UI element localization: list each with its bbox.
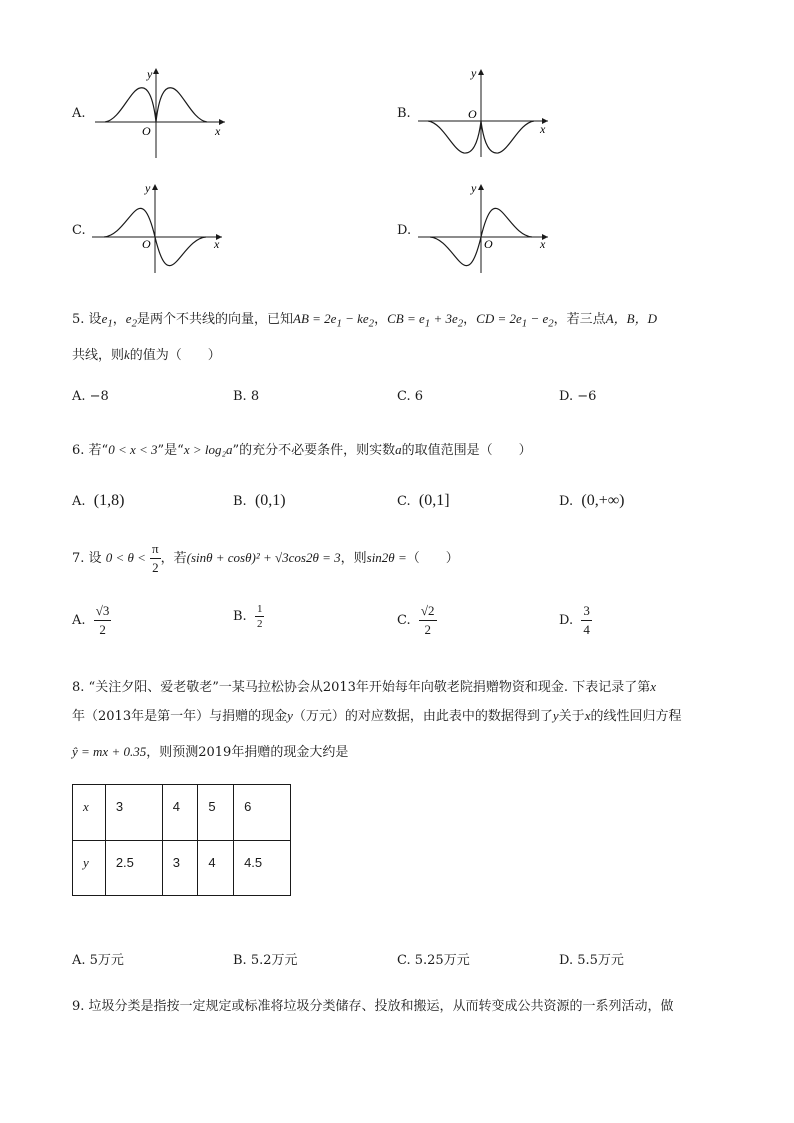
question-number: 7. — [72, 551, 85, 566]
vector-cb: CB = $e_1 + 3e_2$ — [387, 311, 464, 330]
q5-option-d[interactable]: D. −6 — [559, 389, 597, 404]
var-x: x — [650, 679, 656, 694]
option-label: C. — [72, 223, 86, 238]
denominator: 4 — [583, 622, 590, 637]
points: A，B，D — [605, 311, 657, 326]
var-y: y — [287, 708, 293, 723]
question-text: ，则 — [340, 551, 367, 566]
q8-option-a[interactable]: A. 5万元 — [72, 953, 124, 968]
equation: (sinθ + cosθ)² + √3cos2θ = 3 — [186, 550, 341, 565]
y-axis-label: y — [471, 66, 477, 80]
x-axis-label: x — [540, 237, 546, 251]
denominator: 2 — [424, 622, 431, 637]
var-y: y — [552, 708, 559, 723]
data-table — [72, 784, 291, 896]
table-cell: 4.5 — [234, 840, 291, 896]
var-x: x — [584, 708, 591, 723]
q7-option-c[interactable] — [397, 602, 437, 639]
vector-ab: AB = $2e_1 - ke_2$ — [293, 311, 375, 330]
graph-c — [92, 180, 232, 275]
regression-equation: ŷ = mx + 0.35 — [72, 744, 147, 759]
option-fraction — [255, 602, 265, 631]
option-label: A. — [72, 106, 86, 121]
question-text: 的值为（ ） — [129, 348, 221, 363]
question-5-line2 — [72, 344, 221, 363]
origin-label: O — [468, 107, 477, 121]
y-axis-label: y — [471, 181, 477, 195]
fraction-pi-over-2 — [150, 540, 161, 577]
question-8-line2 — [72, 705, 681, 724]
q6-option-d[interactable] — [559, 492, 624, 510]
numerator: π — [150, 540, 161, 559]
question-text: ，若 — [160, 551, 187, 566]
question-number: 8. — [72, 680, 85, 695]
option-label: C. — [397, 494, 411, 509]
option-label: B. — [233, 609, 247, 624]
q6-option-c[interactable] — [397, 492, 450, 510]
table-row — [73, 785, 291, 841]
option-value: (1,8) — [93, 492, 125, 509]
option-value: (0,1) — [254, 492, 286, 509]
var-a: a — [395, 442, 402, 457]
question-text: ”的充分不必要条件，则实数 — [232, 443, 396, 458]
question-text: ，若三点 — [553, 312, 606, 327]
numerator: 3 — [581, 602, 592, 621]
table-cell: 4 — [198, 840, 234, 896]
table-cell: 3 — [162, 840, 198, 896]
table-header-cell: y — [73, 840, 106, 896]
question-text: 垃圾分类是指按一定规定或标准将垃圾分类储存、投放和搬运，从而转变成公共资源的一系列活动，做 — [88, 999, 674, 1014]
table-row — [73, 840, 291, 896]
q8-option-d[interactable]: D. 5.5万元 — [559, 953, 624, 968]
q6-option-a[interactable] — [72, 492, 124, 510]
option-fraction — [94, 602, 112, 639]
inequality: 0 < θ < — [105, 550, 146, 565]
q7-option-d[interactable] — [559, 602, 592, 639]
question-number: 9. — [72, 999, 85, 1014]
vector-cd: CD = $2e_1 - e_2$ — [476, 311, 554, 330]
question-text: 设 — [88, 551, 102, 566]
option-label: B. — [233, 494, 247, 509]
numerator: √2 — [419, 602, 437, 621]
option-fraction — [419, 602, 437, 639]
option-label: D. — [559, 494, 574, 509]
question-text: 设 — [88, 312, 102, 327]
denominator: 2 — [256, 618, 263, 630]
option-label: A. — [72, 613, 86, 628]
question-text: “关注夕阳、爱老敬老”一某马拉松协会从2013年开始每年向敬老院捐赠物资和现金. 下表记录了第 — [88, 680, 651, 695]
question-number: 6. — [72, 443, 85, 458]
graph-a — [95, 60, 235, 160]
option-label: D. — [397, 223, 412, 238]
target-expr: sin2θ = — [366, 550, 407, 565]
numerator: √3 — [94, 602, 112, 621]
vector-e1: $e_1$ — [101, 311, 113, 330]
numerator: 1 — [256, 603, 263, 615]
denominator: 2 — [99, 622, 106, 637]
q6-option-b[interactable] — [233, 492, 286, 510]
question-text: 若“ — [88, 443, 109, 458]
question-9 — [72, 995, 674, 1014]
x-axis-label: x — [215, 124, 221, 138]
var-k: k — [124, 347, 130, 362]
y-axis-label: y — [145, 181, 151, 195]
option-value: (0,+∞) — [581, 492, 625, 509]
table-cell: 4 — [162, 785, 198, 841]
q7-option-b[interactable] — [233, 602, 264, 631]
q7-option-a[interactable] — [72, 602, 111, 639]
table-cell: 2.5 — [105, 840, 162, 896]
condition-2: x > log₂a — [183, 442, 233, 457]
graph-d — [418, 180, 558, 275]
option-label: A. — [72, 494, 86, 509]
question-8 — [72, 676, 656, 695]
vector-e2: $e_2$ — [125, 311, 137, 330]
x-axis-label: x — [540, 122, 546, 136]
origin-label: O — [484, 237, 493, 251]
condition-1: 0 < x < 3 — [108, 442, 158, 457]
q5-option-a[interactable]: A. −8 — [72, 389, 109, 404]
table-header-cell: x — [73, 785, 106, 841]
question-text: ”是“ — [157, 443, 184, 458]
origin-label: O — [142, 124, 151, 138]
y-axis-label: y — [147, 67, 153, 81]
graph-b — [418, 65, 558, 160]
option-value: (0,1] — [418, 492, 450, 509]
question-text: 是两个不共线的向量，已知 — [136, 312, 293, 327]
question-text: 共线，则 — [72, 348, 125, 363]
question-text: ，则预测2019年捐赠的现金大约是 — [146, 745, 349, 760]
option-label: C. — [397, 613, 411, 628]
origin-label: O — [142, 237, 151, 251]
question-5: 5. 设$e_1$，$e_2$是两个不共线的向量，已知AB = $2e_1 - ke_2$，CB = $e_1 + 3e_2$，CD = $2e_1 - e_2$，若三点A，B，D — [72, 311, 657, 330]
denominator: 2 — [152, 560, 159, 575]
question-8-line3 — [72, 741, 348, 760]
question-number: 5. — [72, 312, 85, 327]
question-text: 关于 — [558, 709, 585, 724]
option-label: B. — [397, 106, 411, 121]
table-cell: 5 — [198, 785, 234, 841]
table-cell: 3 — [105, 785, 162, 841]
q5-option-b[interactable]: B. 8 — [233, 389, 260, 404]
q5-option-c[interactable]: C. 6 — [397, 389, 424, 404]
option-fraction — [581, 602, 592, 639]
x-axis-label: x — [214, 237, 220, 251]
q8-option-c[interactable]: C. 5.25万元 — [397, 953, 470, 968]
table-cell: 6 — [234, 785, 291, 841]
question-6 — [72, 439, 532, 458]
question-text: 年（2013年是第一年）与捐赠的现金 — [72, 709, 288, 724]
question-text: （万元）的对应数据，由此表中的数据得到了 — [292, 709, 553, 724]
question-text: 的线性回归方程 — [590, 709, 682, 724]
question-text: （ ） — [406, 551, 459, 566]
q8-option-b[interactable]: B. 5.2万元 — [233, 953, 298, 968]
question-text: 的取值范围是（ ） — [401, 443, 532, 458]
option-label: D. — [559, 613, 574, 628]
question-7 — [72, 540, 459, 577]
